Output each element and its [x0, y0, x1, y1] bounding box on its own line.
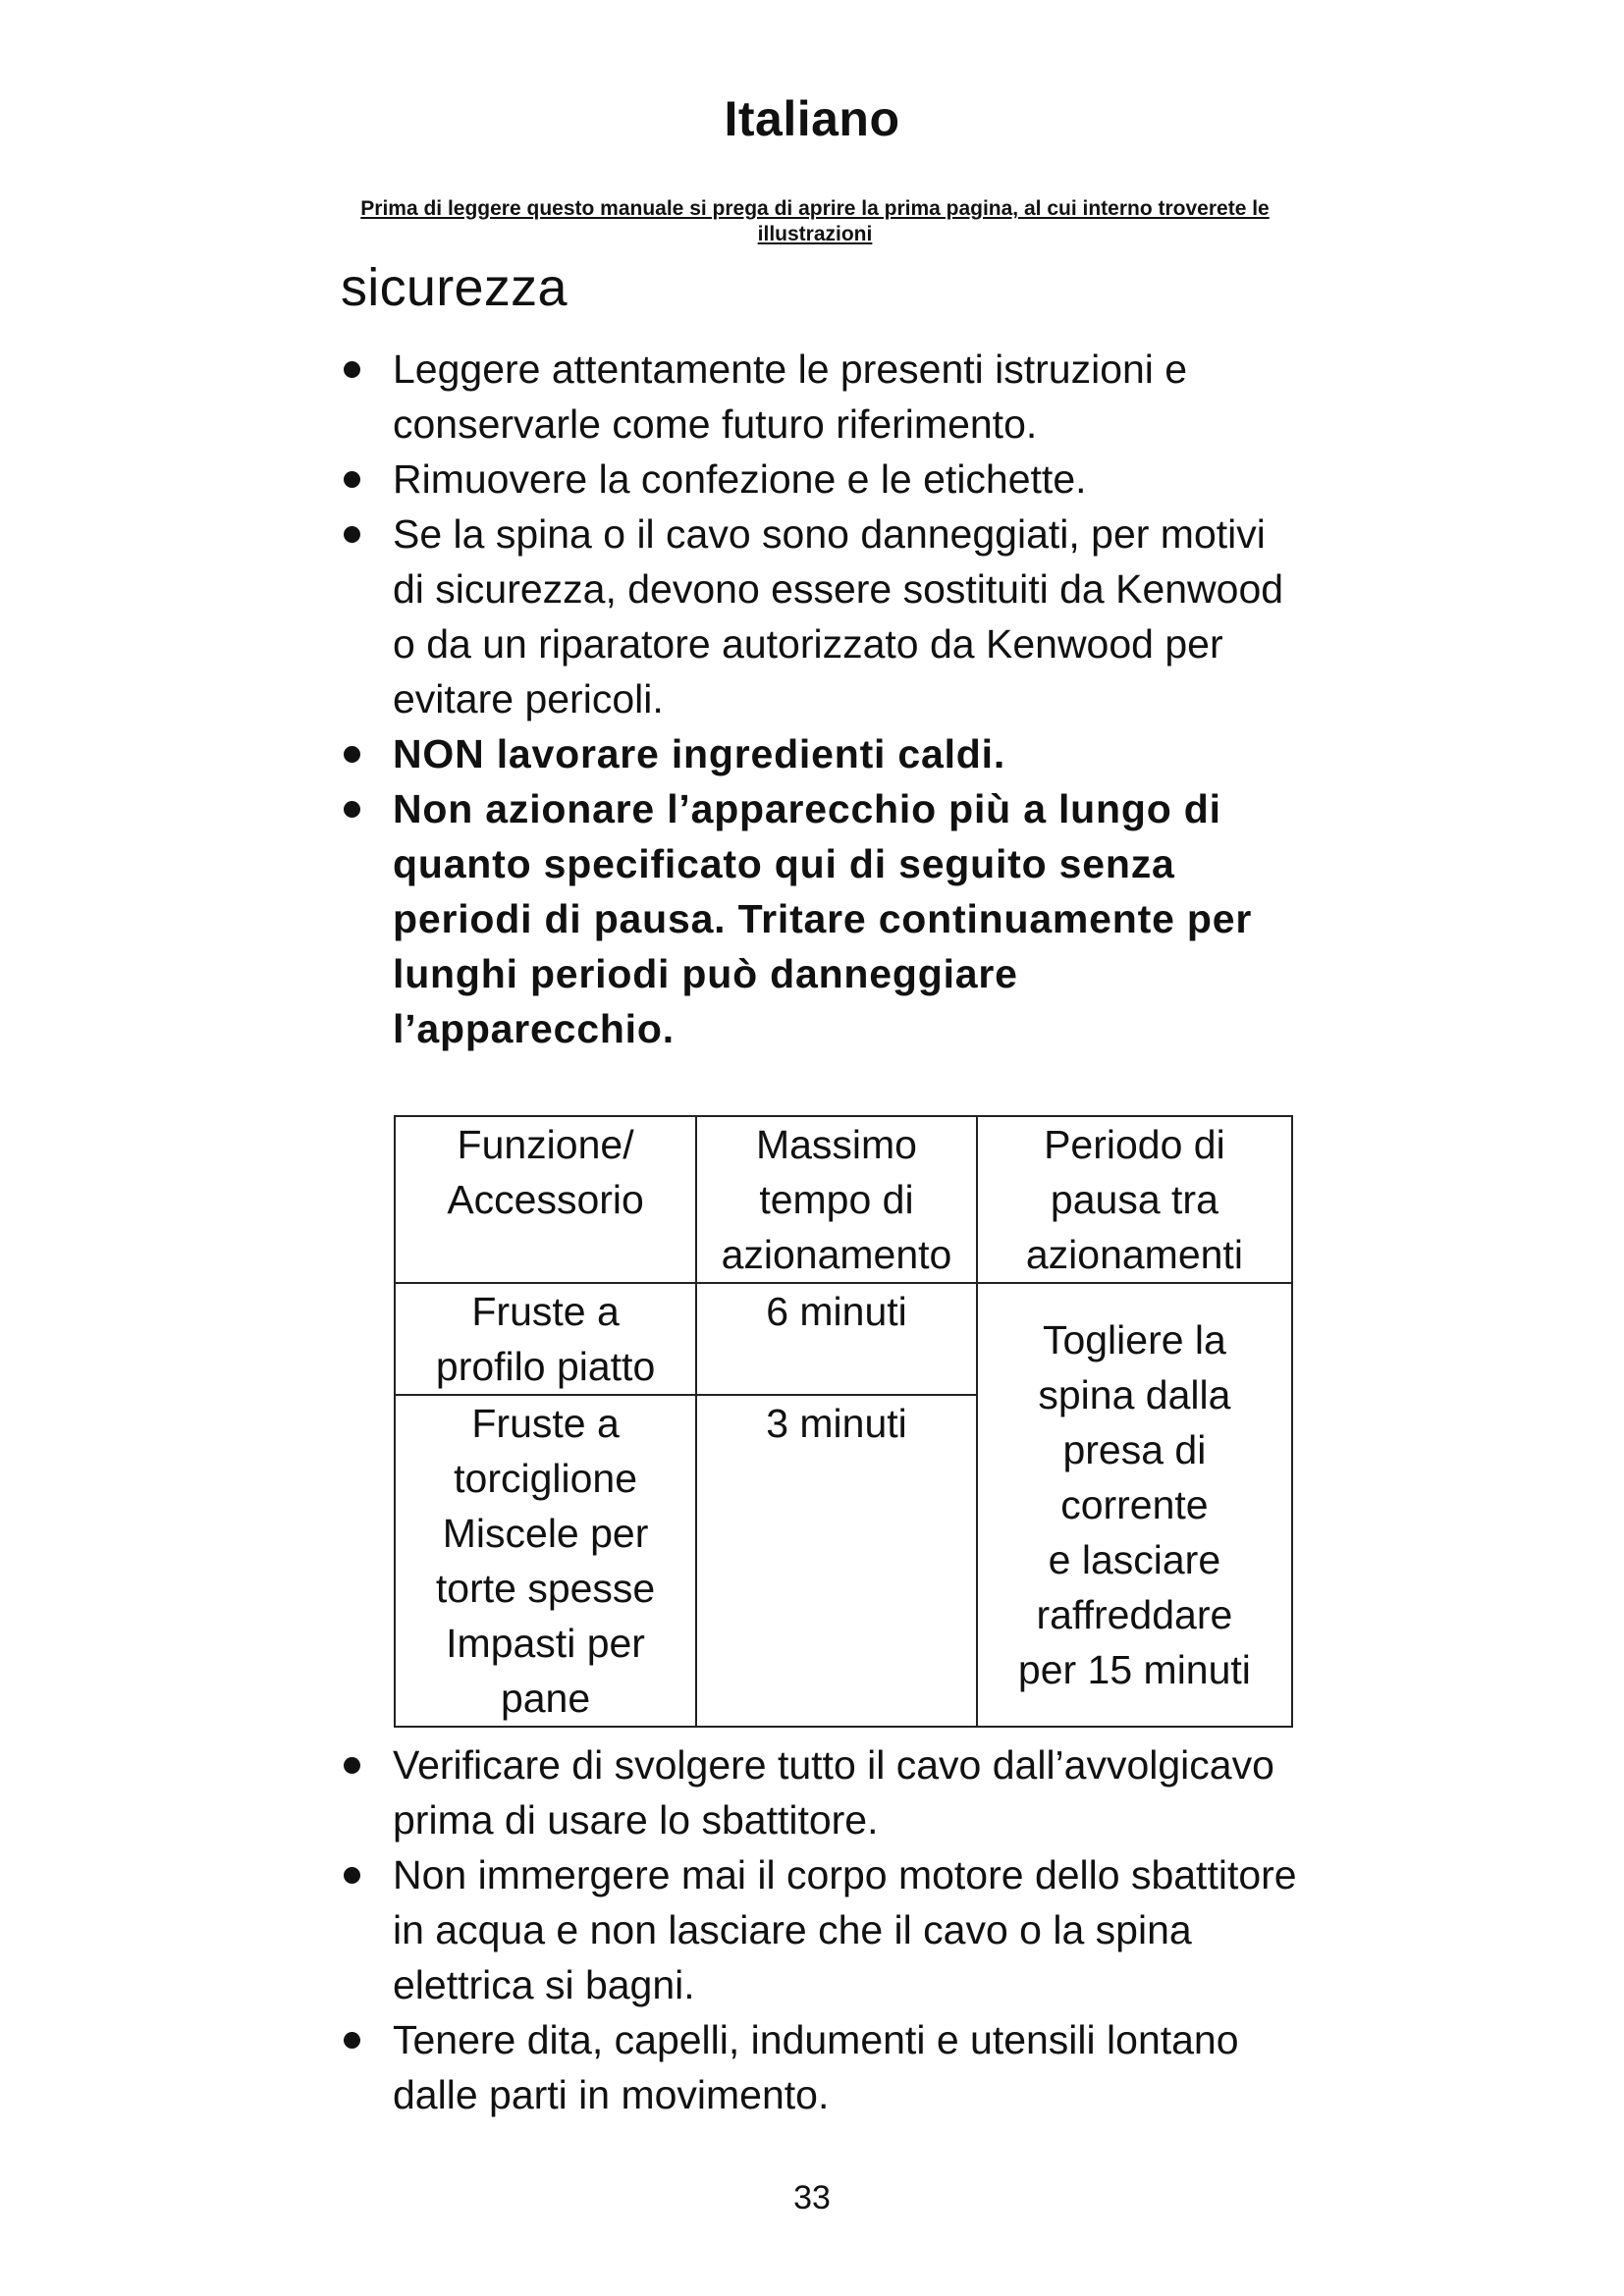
safety-list-bottom	[339, 1737, 1301, 2122]
bullet-icon	[344, 801, 360, 818]
list-item	[339, 342, 1301, 452]
table-header-row	[395, 1116, 1292, 1283]
bullet-icon	[344, 1867, 360, 1884]
list-item	[339, 1737, 1301, 1847]
list-item-text: Leggere attentamente le presenti istruzioni e conservarle come futuro riferimento.	[393, 347, 1188, 447]
bullet-icon	[344, 361, 360, 378]
list-item	[339, 452, 1301, 507]
header-function: Funzione/ Accessorio	[395, 1116, 696, 1283]
bullet-icon	[344, 1757, 360, 1774]
cell-max-time: 6 minuti	[696, 1283, 977, 1395]
table-row	[395, 1283, 1292, 1395]
list-item-text: NON lavorare ingredienti caldi.	[393, 731, 1006, 776]
list-item-text: Rimuovere la confezione e le etichette.	[393, 456, 1087, 502]
list-item	[339, 1847, 1301, 2012]
safety-list-top	[339, 342, 1301, 1056]
operating-time-table	[394, 1115, 1293, 1728]
header-max-time: Massimo tempo di azionamento	[696, 1116, 977, 1283]
cell-max-time: 3 minuti	[696, 1395, 977, 1727]
list-item-text: Non azionare l’apparecchio più a lungo di quanto specificato qui di seguito senza periodi di pausa. Tritare continuamente per lunghi periodi può danneggiare l’apparecchio.	[393, 786, 1253, 1051]
bullet-icon	[344, 471, 360, 488]
list-item-warning	[339, 781, 1301, 1056]
cell-function: Fruste a torciglione Miscele per torte spesse Impasti per pane	[395, 1395, 696, 1727]
header-rest-period: Periodo di pausa tra azionamenti	[977, 1116, 1292, 1283]
list-item-warning	[339, 726, 1301, 781]
list-item-text: Tenere dita, capelli, indumenti e utensili lontano dalle parti in movimento.	[393, 2017, 1239, 2117]
list-item-text: Se la spina o il cavo sono danneggiati, per motivi di sicurezza, devono essere sostituiti da Kenwood o da un riparatore autorizzato da Kenwood per evitare pericoli.	[393, 511, 1284, 721]
list-item-text: Non immergere mai il corpo motore dello sbattitore in acqua e non lasciare che il cavo o la spina elettrica si bagni.	[393, 1852, 1297, 2007]
cell-rest-period: Togliere la spina dalla presa di corrente e lasciare raffreddare per 15 minuti	[977, 1283, 1292, 1727]
list-item	[339, 507, 1301, 726]
page-number: 33	[793, 2179, 831, 2216]
bullet-icon	[344, 2032, 360, 2049]
illustrations-notice: Prima di leggere questo manuale si prega di aprire la prima pagina, al cui interno troverete le illustrazioni	[360, 197, 1270, 245]
bullet-icon	[344, 526, 360, 543]
cell-function: Fruste a profilo piatto	[395, 1283, 696, 1395]
section-title: sicurezza	[341, 258, 568, 317]
list-item	[339, 2012, 1301, 2122]
list-item-text: Verificare di svolgere tutto il cavo dall’avvolgicavo prima di usare lo sbattitore.	[393, 1742, 1274, 1842]
language-title: Italiano	[724, 91, 900, 146]
bullet-icon	[344, 746, 360, 763]
